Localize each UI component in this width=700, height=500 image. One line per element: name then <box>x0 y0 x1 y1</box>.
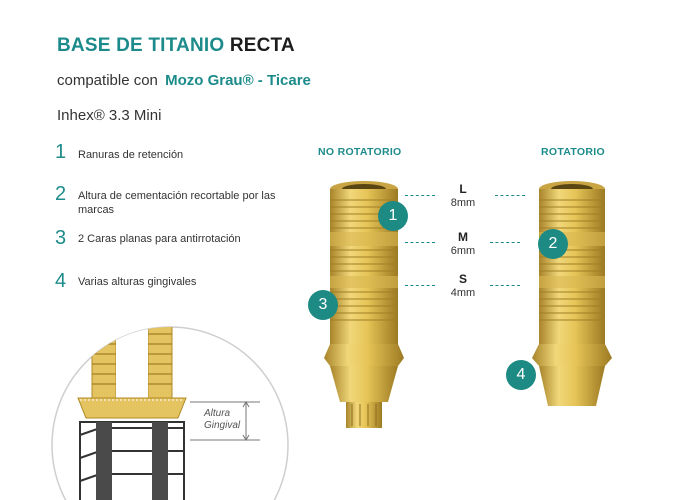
height-label-l: L <box>459 182 467 196</box>
feature-number-2: 2 <box>55 183 67 205</box>
compat-brand: Mozo Grau® - Ticare <box>165 72 311 89</box>
feature-text-2: Altura de cementación recortable por las marcas <box>78 190 276 216</box>
gingival-height-diagram <box>50 310 290 500</box>
feature-text-4: Varias alturas gingivales <box>78 276 197 288</box>
column-header-rotatorio: ROTATORIO <box>541 146 605 158</box>
guide-line-s-left <box>405 285 435 286</box>
guide-line-m-left <box>405 242 435 243</box>
abutment-rotatorio-illustration <box>520 170 630 415</box>
height-label-m: M <box>458 230 468 244</box>
height-value-l: 8mm <box>450 197 476 209</box>
badge-2: 2 <box>538 229 568 259</box>
gingival-label-line1: Altura <box>204 408 231 419</box>
height-label-s: S <box>458 272 467 286</box>
title-part2: RECTA <box>229 35 295 56</box>
connection-type: Inhex® 3.3 Mini <box>57 107 162 124</box>
feature-number-1: 1 <box>55 141 67 163</box>
title-part1: BASE DE TITANIO <box>57 35 225 56</box>
height-value-s: 4mm <box>450 287 476 299</box>
badge-3: 3 <box>308 290 338 320</box>
guide-line-m-right <box>490 242 520 243</box>
height-value-m: 6mm <box>450 245 476 257</box>
feature-number-4: 4 <box>55 270 67 292</box>
gingival-height-label <box>204 408 240 432</box>
guide-line-l-right <box>495 195 525 196</box>
compat-prefix: compatible con <box>57 72 158 89</box>
compatibility-line <box>57 72 311 89</box>
product-title <box>57 35 295 57</box>
badge-1: 1 <box>378 201 408 231</box>
gingival-label-line2: Gingival <box>204 420 241 431</box>
feature-text-3: 2 Caras planas para antirrotación <box>78 233 241 245</box>
feature-number-3: 3 <box>55 227 67 249</box>
guide-line-l-left <box>405 195 435 196</box>
column-header-no-rotatorio: NO ROTATORIO <box>318 146 402 158</box>
guide-line-s-right <box>490 285 520 286</box>
feature-text-1: Ranuras de retención <box>78 149 184 161</box>
badge-4: 4 <box>506 360 536 390</box>
